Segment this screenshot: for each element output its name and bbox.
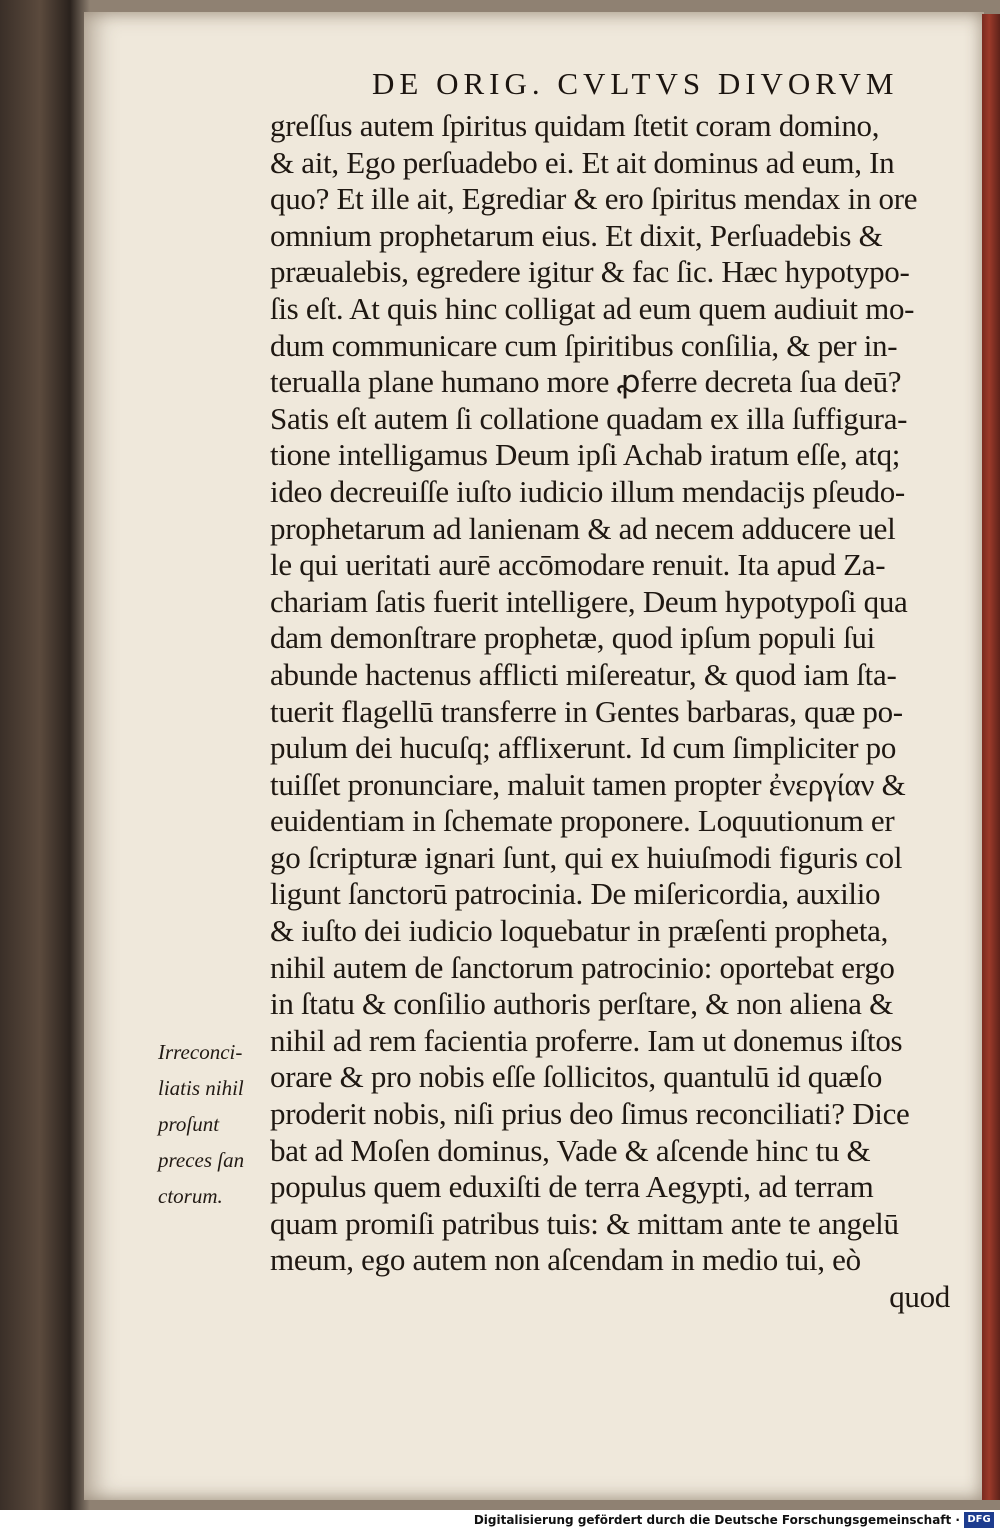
text-line: tuerit flagellū transferre in Gentes barbaras, quæ po-	[270, 693, 903, 729]
text-line: ſis eſt. At quis hinc colligat ad eum quem audiuit mo-	[270, 290, 915, 326]
text-line: chariam ſatis fuerit intelligere, Deum hypotypoſi qua	[270, 583, 908, 619]
text-line: quo? Et ille ait, Egrediar & ero ſpiritus mendax in ore	[270, 181, 918, 217]
text-line: ligunt ſanctorū patrocinia. De miſericordia, auxilio	[270, 876, 881, 912]
text-line: greſſus autem ſpiritus quidam ſtetit coram domino,	[270, 108, 880, 143]
margin-note	[158, 1034, 268, 1214]
margin-note-line: ctorum.	[158, 1184, 223, 1208]
margin-note-line: Irreconci-	[158, 1040, 243, 1064]
text-line: orare & pro nobis eſſe ſollicitos, quantulū id quæſo	[270, 1059, 883, 1095]
margin-note-line: proſunt	[158, 1112, 220, 1136]
funding-credit: Digitalisierung gefördert durch die Deutsche Forschungsgemeinschaft ·	[473, 1513, 960, 1527]
text-line: dum communicare cum ſpiritibus conſilia, & per in-	[270, 327, 898, 363]
text-line: & iuſto dei iudicio loquebatur in præſenti propheta,	[270, 913, 889, 949]
text-line: quod	[889, 1279, 950, 1314]
text-line: abunde hactenus afflicti miſereatur, & quod iam ſta-	[270, 656, 897, 692]
text-line: prophetarum ad lanienam & ad necem adducere uel	[270, 510, 896, 546]
text-line: terualla plane humano more ꝓferre decreta ſua deū?	[270, 364, 902, 400]
text-line: ideo decreuiſſe iuſto iudicio illum mendacijs pſeudo-	[270, 473, 905, 509]
text-line: go ſcripturæ ignari ſunt, qui ex huiuſmodi figuris col	[270, 839, 903, 875]
text-line: quam promiſi patribus tuis: & mittam ante te angelū	[270, 1205, 899, 1241]
margin-note-line: liatis nihil	[158, 1076, 244, 1100]
dfg-logo: DFG	[964, 1512, 994, 1528]
running-head: DE ORIG. CVLTVS DIVORVM	[372, 66, 899, 101]
footer-bar	[0, 1510, 1000, 1532]
text-line: & ait, Ego perſuadebo ei. Et ait dominus ad eum, In	[270, 144, 895, 180]
page-edge	[982, 14, 1000, 1500]
text-line: meum, ego autem non aſcendam in medio tui, eò	[270, 1242, 861, 1278]
text-line: le qui ueritati aurē accōmodare renuit. Ita apud Za-	[270, 547, 886, 583]
text-line: dam demonſtrare prophetæ, quod ipſum populi ſui	[270, 620, 875, 656]
text-line: Satis eſt autem ſi collatione quadam ex illa ſuffigura-	[270, 400, 908, 436]
text-line: tione intelligamus Deum ipſi Achab iratum eſſe, atq;	[270, 437, 901, 473]
margin-note-line: preces ſan	[158, 1148, 245, 1172]
text-line: præualebis, egredere igitur & fac ſic. Hæc hypotypo-	[270, 254, 910, 290]
text-line: tuiſſet pronunciare, maluit tamen propter ἐνεργίαν &	[270, 766, 906, 802]
text-line: in ſtatu & conſilio authoris perſtare, & non aliena &	[270, 986, 893, 1022]
text-line: omnium prophetarum eius. Et dixit, Perſuadebis &	[270, 217, 883, 253]
text-line: nihil autem de ſanctorum patrocinio: oportebat ergo	[270, 949, 895, 985]
text-line: pulum dei hucuſq; afflixerunt. Id cum ſimpliciter po	[270, 730, 897, 766]
text-line: euidentiam in ſchemate proponere. Loquutionum er	[270, 803, 895, 839]
text-line: proderit nobis, niſi prius deo ſimus reconciliati? Dice	[270, 1096, 910, 1132]
text-line: bat ad Moſen dominus, Vade & aſcende hinc tu &	[270, 1132, 871, 1168]
text-line: populus quem eduxiſti de terra Aegypti, ad terram	[270, 1169, 874, 1205]
text-line: nihil ad rem facientia proferre. Iam ut donemus iſtos	[270, 1022, 903, 1058]
body-text	[270, 108, 970, 1316]
